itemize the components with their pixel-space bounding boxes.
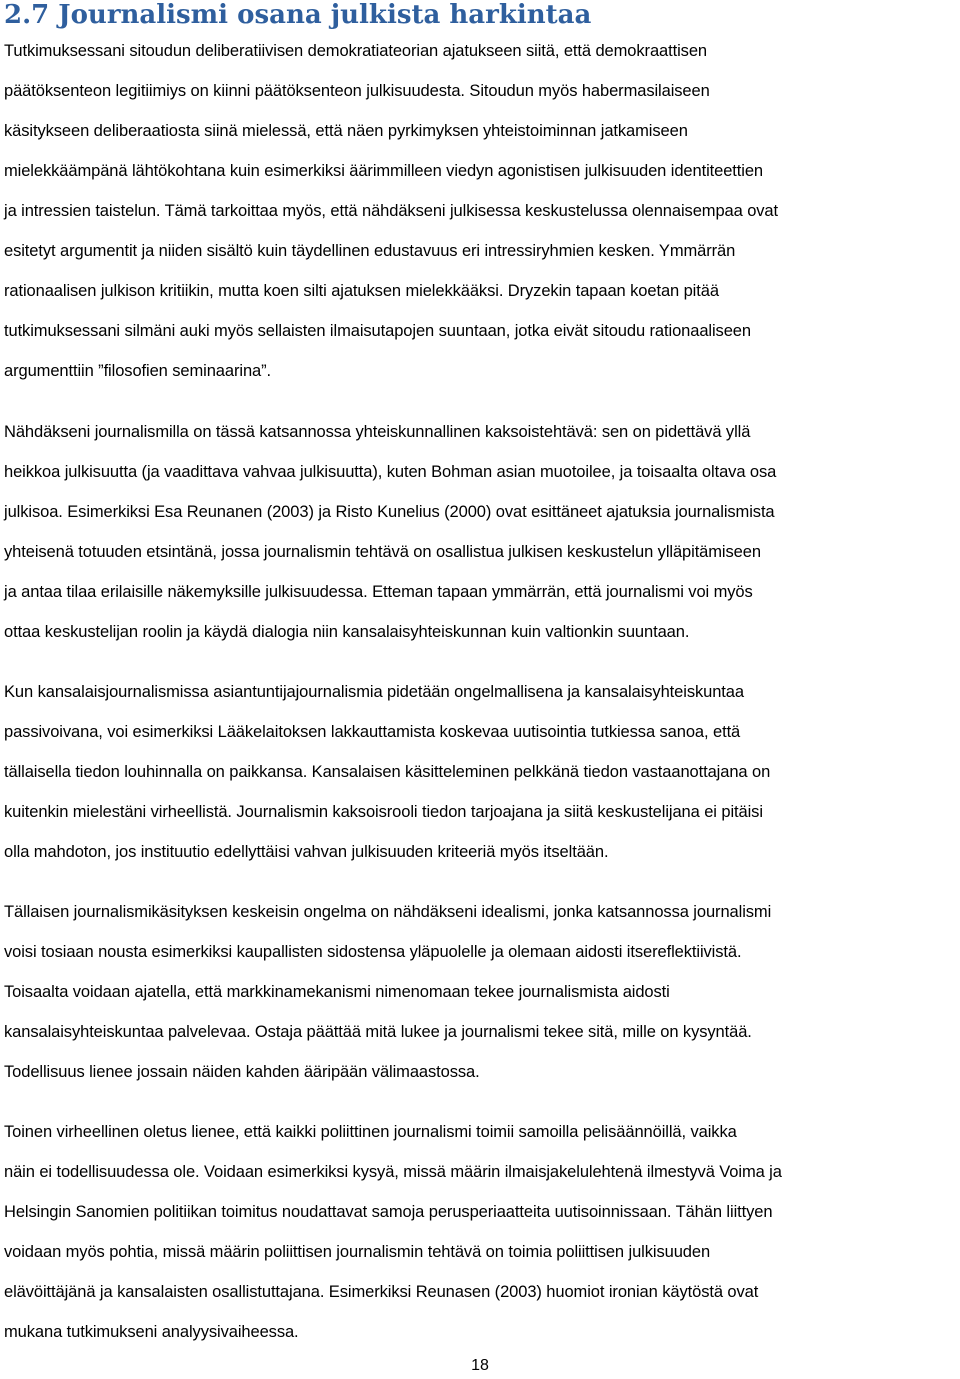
- text-line: elävöittäjänä ja kansalaisten osallistuttajana. Esimerkiksi Reunasen (2003) huomiot ironian käytöstä ovat: [4, 1282, 759, 1301]
- text-line: esitetyt argumentit ja niiden sisältö kuin täydellinen edustavuus eri intressiryhmien kesken. Ymmärrän: [4, 241, 736, 260]
- paragraph: [4, 412, 958, 652]
- paragraph: [4, 892, 958, 1092]
- text-line: Nähdäkseni journalismilla on tässä katsannossa yhteiskunnallinen kaksoistehtävä: sen on pidettävä yllä: [4, 422, 751, 441]
- text-line: Kun kansalaisjournalismissa asiantuntijajournalismia pidetään ongelmallisena ja kansalaisyhteiskuntaa: [4, 682, 744, 701]
- text-line: voisi tosiaan nousta esimerkiksi kaupallisten sidostensa yläpuolelle ja olemaan aidosti itsereflektiivistä.: [4, 942, 742, 961]
- text-line: heikkoa julkisuutta (ja vaadittava vahvaa julkisuutta), kuten Bohman asian muotoilee, ja toisaalta oltava osa: [4, 462, 777, 481]
- text-line: mukana tutkimukseni analyysivaiheessa.: [4, 1322, 299, 1341]
- paragraph: [4, 31, 958, 391]
- text-line: olla mahdoton, jos instituutio edellyttäisi vahvan julkisuuden kriteeriä myös itseltään.: [4, 842, 609, 861]
- paragraph: [4, 672, 958, 872]
- text-line: Todellisuus lienee jossain näiden kahden ääripään välimaastossa.: [4, 1062, 480, 1081]
- text-line: voidaan myös pohtia, missä määrin poliittisen journalismin tehtävä on toimia poliittisen julkisuuden: [4, 1242, 711, 1261]
- text-line: mielekkäämpänä lähtökohtana kuin esimerkiksi äärimmilleen viedyn agonistisen julkisuuden identiteettien: [4, 161, 764, 180]
- text-line: käsitykseen deliberaatiosta siinä mielessä, että näen pyrkimyksen yhteistoiminnan jatkamiseen: [4, 121, 688, 140]
- text-line: Toinen virheellinen oletus lienee, että kaikki poliittinen journalismi toimii samoilla pelisäännöillä, vaikka: [4, 1122, 737, 1141]
- section-heading: 2.7 Journalismi osana julkista harkintaa: [4, 0, 592, 30]
- text-line: argumenttiin ”filosofien seminaarina”.: [4, 361, 271, 380]
- text-line: kansalaisyhteiskuntaa palvelevaa. Ostaja päättää mitä lukee ja journalismi tekee sitä, mille on kysyntää.: [4, 1022, 752, 1041]
- page-number: 18: [471, 1357, 489, 1374]
- text-line: rationaalisen julkison kritiikin, mutta koen silti ajatuksen mielekkääksi. Dryzekin tapaan koetan pitää: [4, 281, 719, 300]
- text-line: kuitenkin mielestäni virheellistä. Journalismin kaksoisrooli tiedon tarjoajana ja siitä keskustelijana ei pitäisi: [4, 802, 763, 821]
- text-line: julkisoa. Esimerkiksi Esa Reunanen (2003) ja Risto Kunelius (2000) ovat esittäneet ajatuksia journalismista: [4, 502, 775, 521]
- text-line: näin ei todellisuudessa ole. Voidaan esimerkiksi kysyä, missä määrin ilmaisjakelulehtenä ilmestyvä Voima ja: [4, 1162, 782, 1181]
- text-line: ja intressien taistelun. Tämä tarkoittaa myös, että nähdäkseni julkisessa keskustelussa olennaisempaa ovat: [4, 201, 779, 220]
- text-line: yhteisenä totuuden etsintänä, jossa journalismin tehtävä on osallistua julkisen keskustelun ylläpitämiseen: [4, 542, 761, 561]
- text-line: tällaisella tiedon louhinnalla on paikkansa. Kansalaisen käsitteleminen pelkkänä tiedon vastaanottajana on: [4, 762, 771, 781]
- text-line: Tällaisen journalismikäsityksen keskeisin ongelma on nähdäkseni idealismi, jonka katsannossa journalismi: [4, 902, 772, 921]
- text-line: passivoivana, voi esimerkiksi Lääkelaitoksen lakkauttamista koskevaa uutisointia tutkiessa sanoa, että: [4, 722, 741, 741]
- text-line: tutkimuksessani silmäni auki myös sellaisten ilmaisutapojen suuntaan, jotka eivät sitoudu rationaaliseen: [4, 321, 751, 340]
- text-line: päätöksenteon legitiimiys on kiinni päätöksenteon julkisuudesta. Sitoudun myös habermasilaiseen: [4, 81, 710, 100]
- text-line: ottaa keskustelijan roolin ja käydä dialogia niin kansalaisyhteiskunnan kuin valtionkin suuntaan.: [4, 622, 690, 641]
- paragraph: [4, 1112, 958, 1352]
- text-line: ja antaa tilaa erilaisille näkemyksille julkisuudessa. Etteman tapaan ymmärrän, että journalismi voi myös: [4, 582, 753, 601]
- text-line: Tutkimuksessani sitoudun deliberatiivisen demokratiateorian ajatukseen siitä, että demokraattisen: [4, 41, 707, 60]
- text-line: Toisaalta voidaan ajatella, että markkinamekanismi nimenomaan tekee journalismista aidosti: [4, 982, 670, 1001]
- text-line: Helsingin Sanomien politiikan toimitus noudattavat samoja perusperiaatteita uutisoinnissaan. Tähän liittyen: [4, 1202, 773, 1221]
